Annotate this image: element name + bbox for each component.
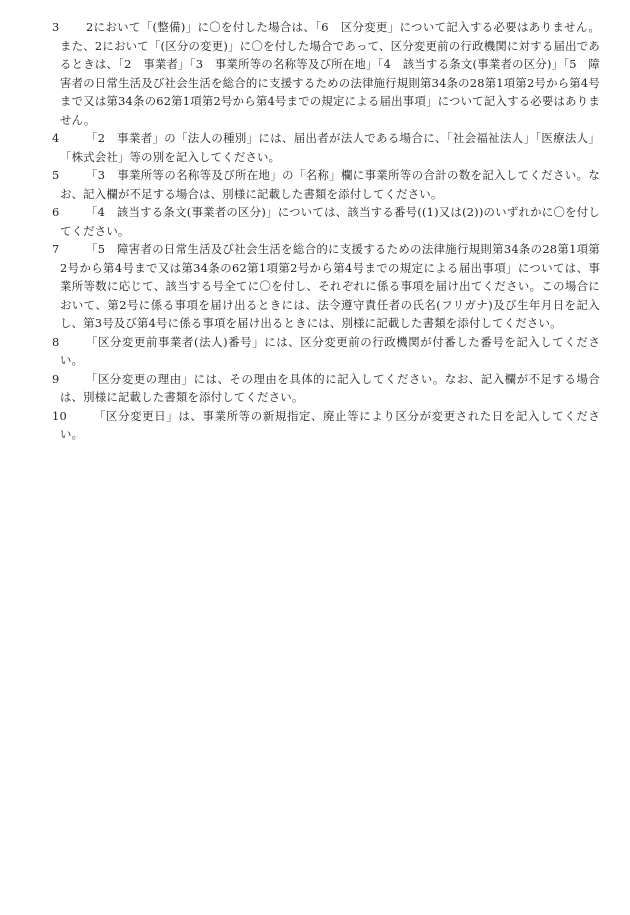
note-3: [52, 18, 600, 129]
note-text: 「4 該当する条文(事業者の区分)」については、該当する番号((1)又は(2))のいずれかに〇を付してください。: [60, 205, 600, 238]
note-text: 2において「(整備)」に〇を付した場合は、「6 区分変更」について記入する必要はありません。また、2において「(区分の変更)」に〇を付した場合であって、区分変更前の行政機関に対する届出であるときは、「2 事業者」「3 事業所等の名称等及び所在地」「4 該当する条文(事業者の区分)」「5 障害者の日常生活及び社会生活を総合的に支援するための法律施行規則第34条の28第1項第2号から第4号まで又は第34条の62第1項第2号から第4号までの規定による届出事項」について記入する必要はありません。: [60, 20, 600, 127]
note-number: 6: [52, 205, 60, 219]
note-text: 「区分変更の理由」には、その理由を具体的に記入してください。なお、記入欄が不足する場合は、別様に記載した書類を添付してください。: [60, 371, 600, 404]
note-number: 5: [52, 168, 60, 182]
note-6: [52, 203, 600, 240]
note-text: 「5 障害者の日常生活及び社会生活を総合的に支援するための法律施行規則第34条の28第1項第2号から第4号まで又は第34条の62第1項第2号から第4号までの規定による届出事項」については、事業所等数に応じて、該当する号全てに〇を付し、それぞれに係る事項を届け出てください。この場合において、第2号に係る事項を届け出るときには、法令遵守責任者の氏名(フリガナ)及び生年月日を記入し、第3号及び第4号に係る事項を届け出るときには、別様に記載した書類を添付してください。: [60, 242, 600, 330]
note-number: 9: [52, 371, 60, 386]
note-number: 8: [52, 334, 60, 349]
note-7: [52, 240, 600, 333]
note-text: 「区分変更日」は、事業所等の新規指定、廃止等により区分が変更された日を記入してください。: [60, 408, 600, 441]
note-text: 「3 事業所等の名称等及び所在地」の「名称」欄に事業所等の合計の数を記入してください。なお、記入欄が不足する場合は、別様に記載した書類を添付してください。: [60, 168, 600, 201]
note-5: [52, 166, 600, 203]
note-number: 3: [52, 20, 60, 34]
note-text: 「区分変更前事業者(法人)番号」には、区分変更前の行政機関が付番した番号を記入してください。: [60, 334, 600, 367]
note-10: [52, 407, 600, 444]
note-text: 「2 事業者」の「法人の種別」には、届出者が法人である場合に、「社会福祉法人」「医療法人」「株式会社」等の別を記入してください。: [60, 131, 600, 164]
note-8: [52, 333, 600, 370]
note-number: 10: [52, 408, 67, 423]
note-number: 4: [52, 131, 60, 145]
note-4: [52, 129, 600, 166]
note-number: 7: [52, 242, 60, 256]
instructions-page: [52, 18, 600, 444]
note-9: [52, 370, 600, 407]
